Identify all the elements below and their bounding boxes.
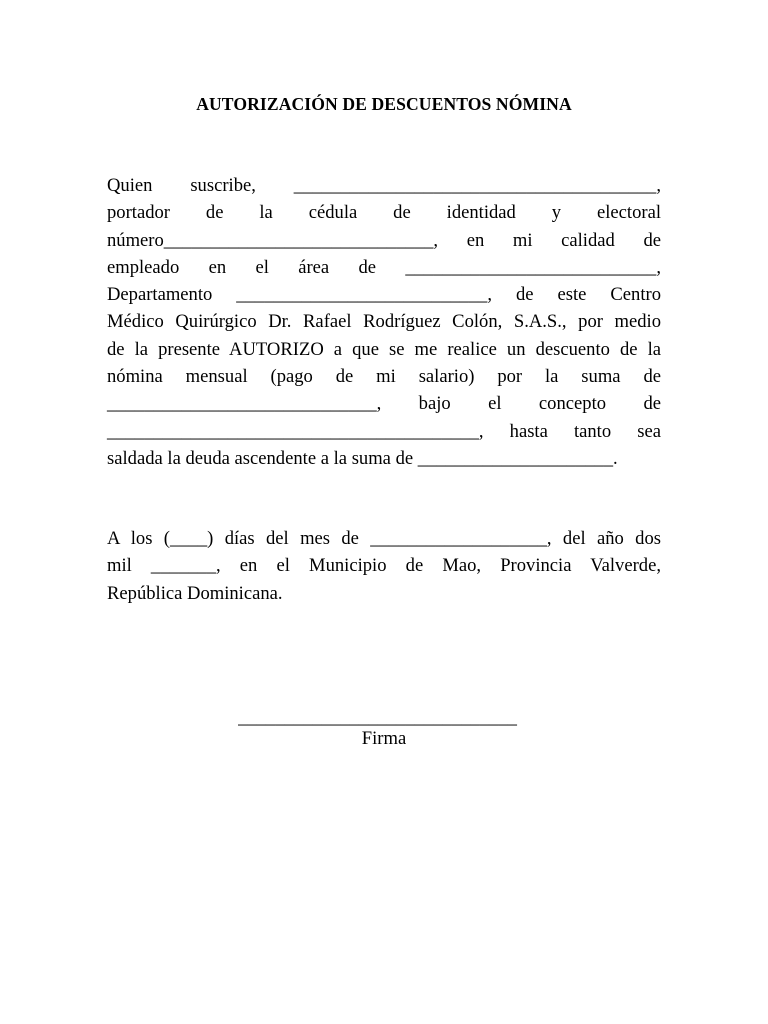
body-line: Quien suscribe, _______________________________________, xyxy=(107,175,661,196)
body-line: nómina mensual (pago de mi salario) por la suma de xyxy=(107,366,661,388)
date-paragraph xyxy=(107,525,661,607)
authorization-paragraph xyxy=(107,172,661,472)
date-line: República Dominicana. xyxy=(107,582,283,604)
body-line: _____________________________, bajo el concepto de xyxy=(107,393,661,415)
body-line: portador de la cédula de identidad y electoral xyxy=(107,202,661,224)
document-title: AUTORIZACIÓN DE DESCUENTOS NÓMINA xyxy=(196,94,572,114)
body-line: ________________________________________, hasta tanto sea xyxy=(107,420,661,442)
body-line: de la presente AUTORIZO a que se me realice un descuento de la xyxy=(107,338,661,360)
signature-line: ______________________________ xyxy=(238,707,517,728)
body-line: saldada la deuda ascendente a la suma de _____________________. xyxy=(107,447,618,469)
body-line: Médico Quirúrgico Dr. Rafael Rodríguez Colón, S.A.S., por medio xyxy=(107,311,661,333)
body-line: empleado en el área de ___________________________, xyxy=(107,256,661,278)
body-line: número_____________________________, en mi calidad de xyxy=(107,229,661,251)
body-line: Departamento ___________________________, de este Centro xyxy=(107,284,661,306)
signature-label: Firma xyxy=(361,728,407,749)
date-line: A los (____) días del mes de ___________________, del año dos xyxy=(107,528,661,549)
date-line: mil _______, en el Municipio de Mao, Provincia Valverde, xyxy=(107,555,661,577)
